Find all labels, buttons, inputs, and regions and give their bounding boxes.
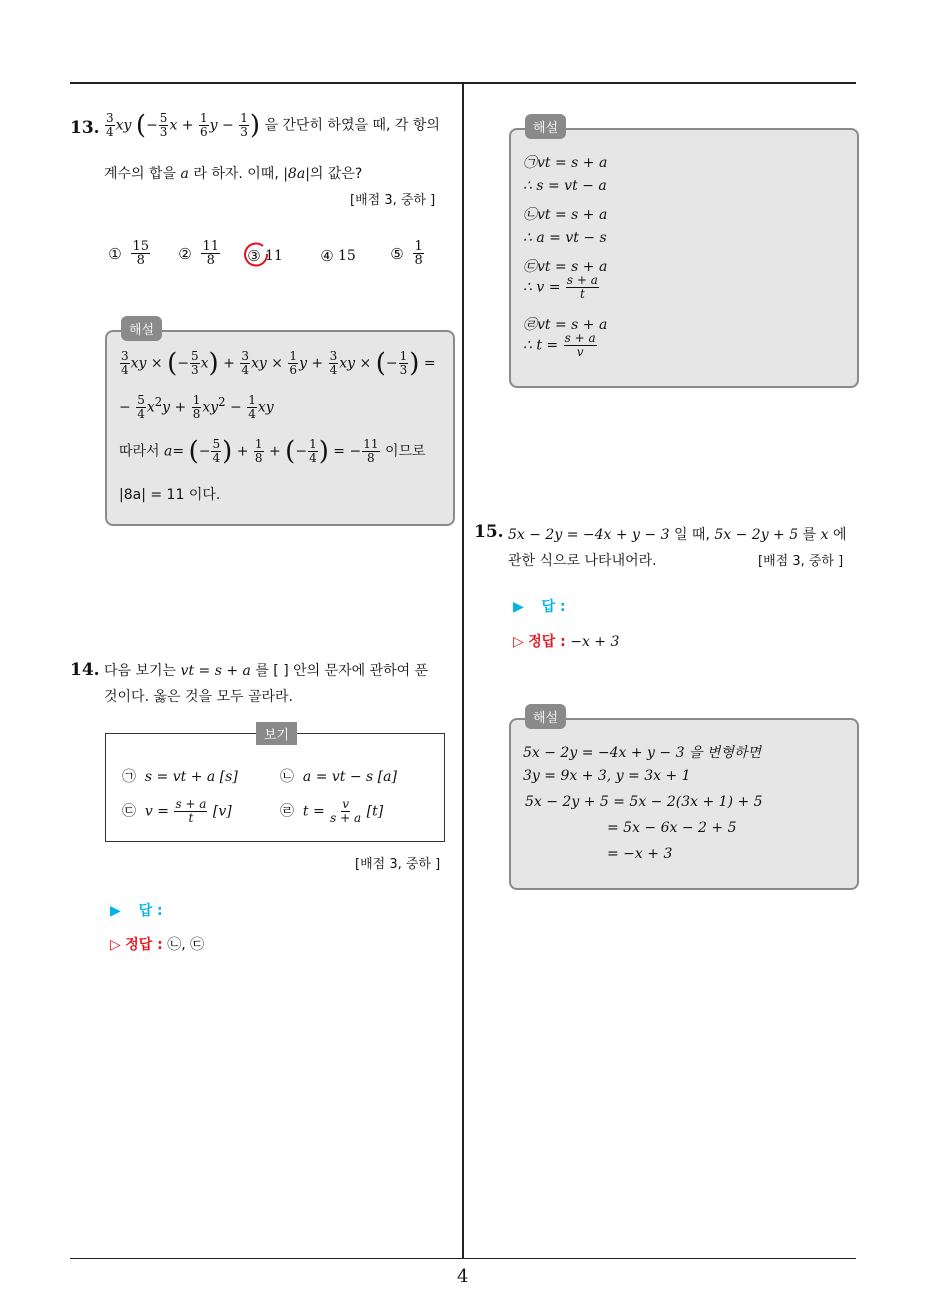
bogi-item-4: ㉣ t = $\frac{v}{s + a}$ [t] (280, 797, 384, 825)
column-divider (462, 82, 464, 1259)
q14-sol-line6: ∴ v = $\frac{s + a}{t}$ (523, 273, 598, 301)
q13-sol-line2: − $\frac{5}{4}$ $x^2y$ + $\frac{1}{8}$ $xy^2$ − $\frac{1}{4}$ xy (119, 393, 274, 421)
outline-triangle-icon: ▷ (110, 937, 121, 953)
q13-line1-text: 을 간단히 하였을 때, 각 항의 (264, 117, 440, 134)
question-15-line1: 5x − 2y = −4x + y − 3 일 때, 5x − 2y + 5 를 x 에 (508, 527, 847, 543)
q13-choice-2[interactable]: ② $\frac{11}{8}$ (178, 239, 219, 268)
q13-solution-tag: 해설 (121, 316, 162, 341)
question-14-score: [배점 3, 중하 ] (355, 857, 441, 872)
q15-sol-line4: = 5x − 6x − 2 + 5 (607, 820, 737, 836)
q15-sol-line5: = −x + 3 (607, 846, 673, 862)
q15-answer-label: 답 : (541, 599, 566, 615)
q13-sol-line3: 따라서 a= (− $\frac{5}{4}$ ) + $\frac{1}{8}$ + (− $\frac{1}{4}$ ) = − $\frac{11}{8}$ 이므로 (119, 436, 426, 467)
q14-sol-line4: ∴ a = vt − s (523, 230, 607, 246)
q14-sol-line8: ∴ t = $\frac{s + a}{v}$ (523, 331, 596, 359)
bogi-box (105, 728, 445, 842)
question-15-line2: 관한 식으로 나타내어라. (508, 553, 657, 569)
q14-solution-tag: 해설 (525, 114, 566, 139)
play-triangle-icon: ▶ (513, 599, 524, 615)
bogi-item-3: ㉢ v = $\frac{s + a}{t}$ [v] (122, 797, 232, 825)
q13-sol-line4: |8a| = 11 이다. (119, 487, 221, 503)
question-13-line2: 계수의 합을 a 라 하자. 이때, |8a|의 값은? (104, 166, 363, 182)
bogi-tag: 보기 (256, 722, 297, 745)
q13-solution-box (105, 323, 455, 526)
q13-choice-4[interactable]: ④ 15 (320, 247, 356, 265)
question-13-number: 13. (70, 118, 100, 138)
question-14-line2: 것이다. 옳은 것을 모두 골라라. (104, 689, 293, 705)
question-15-number: 15. (474, 522, 504, 542)
q15-correct-row (513, 631, 619, 651)
bottom-rule (70, 1258, 856, 1259)
q15-solution-box (509, 711, 859, 890)
q15-correct-value: −x + 3 (570, 634, 620, 650)
q14-correct-label: 정답 : (125, 937, 163, 953)
bogi-item-2: ㉡ a = vt − s [a] (280, 769, 397, 785)
q14-sol-line7: ㉣vt = s + a (523, 317, 608, 333)
bogi-item-1: ㉠ s = vt + a [s] (122, 769, 238, 785)
q15-solution-tag: 해설 (525, 704, 566, 729)
q15-sol-line2: 3y = 9x + 3, y = 3x + 1 (523, 768, 691, 784)
q14-sol-line5: ㉢vt = s + a (523, 259, 608, 275)
q14-correct-value: ㉡, ㉢ (167, 937, 205, 953)
q14-solution-box (509, 121, 859, 388)
q14-sol-line3: ㉡vt = s + a (523, 207, 608, 223)
q15-correct-label: 정답 : (528, 634, 566, 650)
q13-choice-1[interactable]: ① $\frac{15}{8}$ (108, 239, 149, 268)
page-number: 4 (457, 1266, 469, 1287)
play-triangle-icon: ▶ (110, 903, 121, 919)
q14-answer-label: 답 : (138, 903, 163, 919)
question-15-score: [배점 3, 중하 ] (758, 554, 844, 569)
outline-triangle-icon: ▷ (513, 634, 524, 650)
q15-sol-line3: 5x − 2y + 5 = 5x − 2(3x + 1) + 5 (525, 794, 763, 810)
q15-answer-row[interactable] (513, 596, 566, 616)
q13-choice-5[interactable]: ⑤ $\frac{1}{8}$ (390, 239, 423, 268)
q13-sol-line1: $\frac{3}{4}$ xy × (− $\frac{5}{3}$ x) + $\frac{3}{4}$ xy × $\frac{1}{6}$ y + $\frac{3}{4}$ xy × (− $\frac{1}{3}$ ) = (121, 348, 436, 379)
question-13-score: [배점 3, 중하 ] (350, 193, 436, 208)
selected-answer-circle (243, 242, 271, 270)
q14-correct-row (110, 934, 204, 954)
q14-sol-line2: ∴ s = vt − a (523, 178, 607, 194)
q14-answer-row[interactable] (110, 900, 163, 920)
q13-choice-3[interactable]: ③ 11 (247, 248, 283, 264)
q15-sol-line1: 5x − 2y = −4x + y − 3 을 변형하면 (523, 745, 762, 761)
question-14-line1: 다음 보기는 vt = s + a 를 [ ] 안의 문자에 관하여 푼 (104, 663, 429, 679)
q14-sol-line1: ㉠vt = s + a (523, 155, 608, 171)
question-13-line1: $\frac{3}{4}$ xy (− $\frac{5}{3}$ x + $\frac{1}{6}$ y − $\frac{1}{3}$ ) 을 간단히 하였을 때, 각 항의 (106, 110, 440, 141)
question-14-number: 14. (70, 660, 100, 680)
